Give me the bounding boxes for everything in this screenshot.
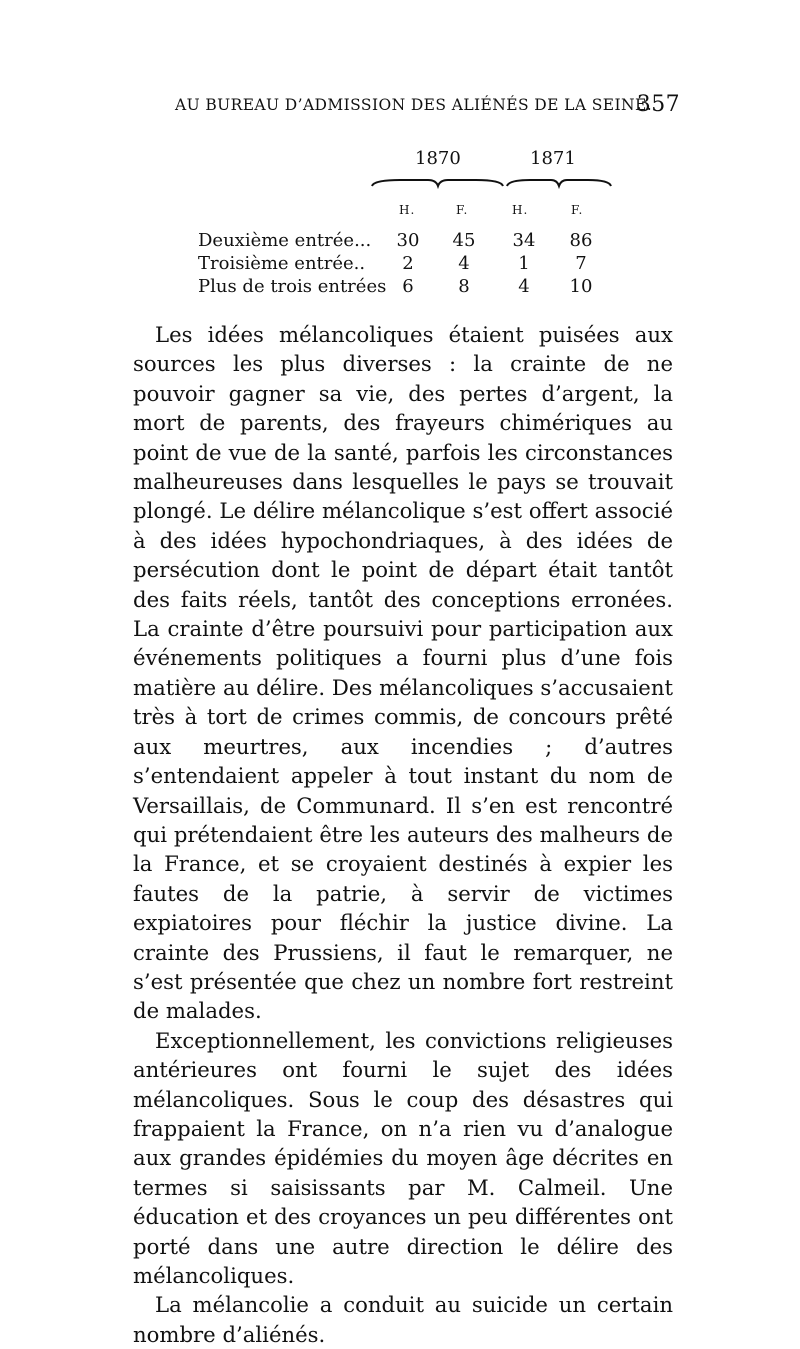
brace-1870: [370, 176, 505, 190]
cell: 10: [569, 276, 593, 297]
col-head-1871-f: F.: [571, 203, 584, 217]
cell: 4: [518, 276, 530, 297]
year-1870: 1870: [415, 148, 461, 169]
paragraph: Les idées mélancoliques étaient puisées aux sources les plus diverses : la crainte de ne pouvoir gagner sa vie, des pertes d’argent, la mort de parents, des frayeurs chimériques au point de vue de la santé, parfois les circonstances malheureuses dans lesquelles le pays se trouvait plongé. Le délire mélancolique s’est offert associé à des idées hypochondriaques, à des idées de persécution dont le point de départ était tantôt des faits réels, tantôt des conceptions erronées. La crainte d’être poursuivi pour participation aux événements politiques a fourni plus d’une fois matière au délire. Des mélancoliques s’accusaient très à tort de crimes commis, de concours prêté aux meurtres, aux incendies ; d’autres s’entendaient appeler à tout instant du nom de Versaillais, de Communard. Il s’en est rencontré qui prétendaient être les auteurs des malheurs de la France, et se croyaient destinés à expier les fautes de la patrie, à servir de victimes expiatoires pour fléchir la justice divine. La crainte des Prussiens, il faut le remarquer, ne s’est présentée que chez un nombre fort restreint de malades.: [133, 322, 673, 1024]
running-title: AU BUREAU D’ADMISSION DES ALIÉNÉS DE LA SEINE.: [175, 96, 653, 114]
body-text: [133, 320, 673, 1349]
col-head-1870-h: H.: [399, 203, 416, 217]
cell: 2: [402, 253, 414, 274]
row-label: Deuxième entrée...: [198, 230, 372, 251]
cell: 30: [396, 230, 420, 251]
col-head-1871-h: H.: [512, 203, 529, 217]
cell: 86: [569, 230, 593, 251]
cell: 7: [575, 253, 587, 274]
cell: 6: [402, 276, 414, 297]
cell: 1: [518, 253, 530, 274]
cell: 45: [452, 230, 476, 251]
col-head-1870-f: F.: [456, 203, 469, 217]
cell: 34: [512, 230, 536, 251]
cell: 4: [458, 253, 470, 274]
paragraph: Exceptionnellement, les convictions religieuses antérieures ont fourni le sujet des idées mélancoliques. Sous le coup des désastres qui frappaient la France, on n’a rien vu d’analogue aux grandes épidémies du moyen âge décrites en termes si saisissants par M. Calmeil. Une éducation et des croyances un peu différentes ont porté dans une autre direction le délire des mélancoliques.: [133, 1027, 673, 1288]
cell: 8: [458, 276, 470, 297]
row-label: Troisième entrée..: [198, 253, 366, 274]
row-label: Plus de trois entrées: [198, 276, 387, 297]
page-number: 357: [636, 92, 680, 117]
brace-1871: [505, 176, 613, 190]
year-1871: 1871: [530, 148, 576, 169]
paragraph: La mélancolie a conduit au suicide un certain nombre d’aliénés.: [133, 1292, 673, 1347]
